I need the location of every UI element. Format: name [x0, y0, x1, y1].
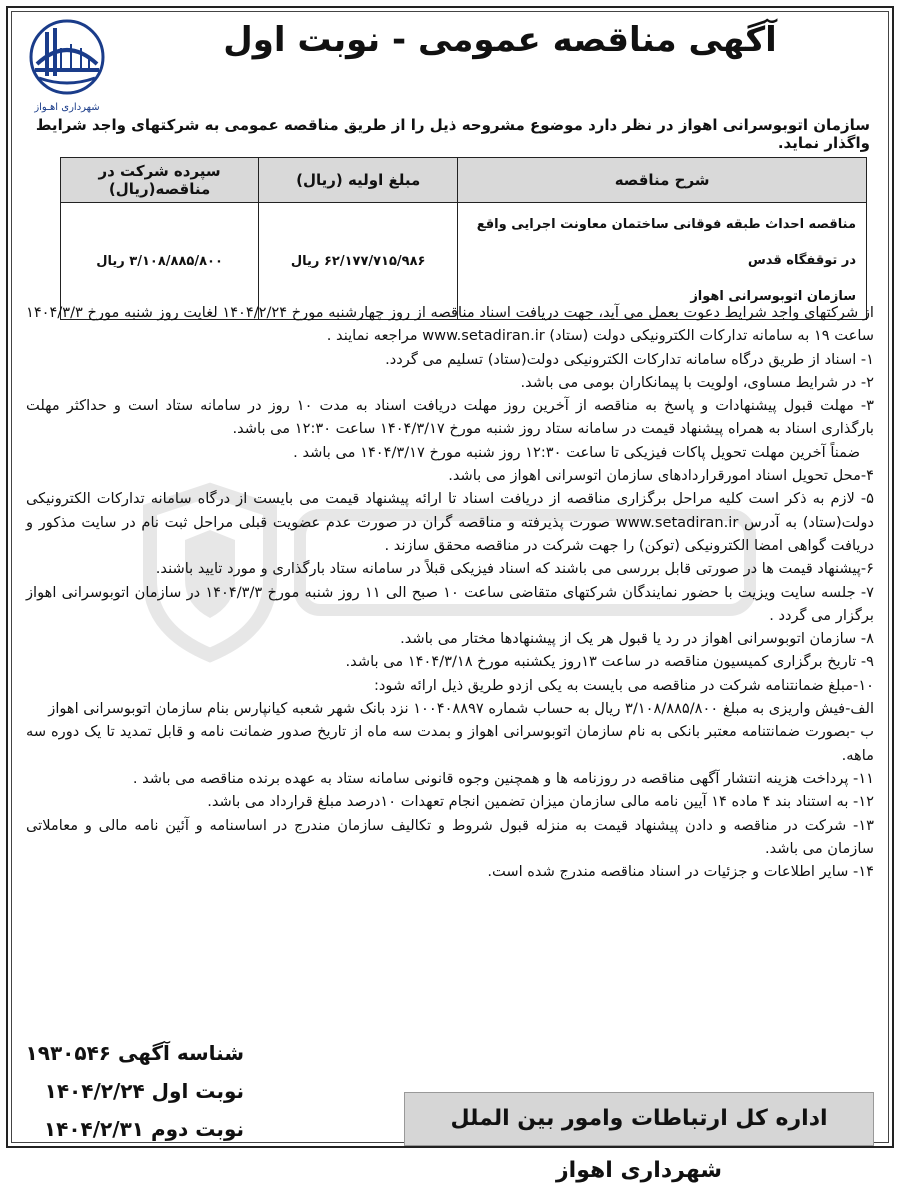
body-item: ضمناً آخرین مهلت تحویل پاکات فیزیکی تا ساعت ۱۲:۳۰ روز شنبه مورخ ۱۴۰۴/۳/۱۷ می باشد .	[293, 443, 860, 461]
description-line-2: سازمان اتوبوسرانی اهواز	[690, 289, 856, 304]
body-item: ۷- جلسه سایت ویزیت با حضور نمایندگان شرکتهای متقاضی ساعت ۱۰ صبح الی ۱۱ روز شنبه مورخ ۱۴۰۴/۳/۳ در سازمان اتوبوسرانی اهواز برگزار می گردد .	[26, 583, 874, 624]
body-item: ۸- سازمان اتوبوسرانی اهواز در رد یا قبول هر یک از پیشنهادها مختار می باشد.	[400, 630, 874, 648]
intro-text: سازمان اتوبوسرانی اهواز در نظر دارد موضوع مشروحه ذیل را از طریق مناقصه عمومی به شرکتهای واجد شرایط واگذار نماید.	[35, 116, 870, 152]
body-item: الف-فیش واریزی به مبلغ ۳/۱۰۸/۸۸۵/۸۰۰ ریال به حساب شماره ۱۰۰۴۰۸۸۹۷ نزد بانک شهر شعبه کیانپارس بنام سازمان اتوبوسرانی اهواز	[48, 700, 874, 718]
municipality-logo	[24, 18, 110, 114]
page-title: آگهی مناقصه عمومی - نوبت اول	[223, 20, 777, 60]
body-item: ۱۴- سایر اطلاعات و جزئیات در اسناد مناقصه مندرج شده است.	[487, 863, 874, 881]
logo-caption: شهرداری اهـواز	[34, 102, 100, 113]
body-item: ۳- مهلت قبول پیشنهادات و پاسخ به مناقصه از آخرین روز مهلت دریافت اسناد به مدت ۱۰ روز در سامانه ستاد است و حداکثر مهلت بارگذاری اسناد به همراه پیشنهاد قیمت در سامانه ستاد روز شنبه مورخ ۱۴۰۴/۳/۱۷ ساعت ۱۲:۳۰ می باشد.	[26, 397, 874, 438]
bridge-logo-icon	[27, 18, 107, 96]
notice-body	[26, 301, 874, 883]
body-item: ۹- تاریخ برگزاری کمیسیون مناقصه در ساعت ۱۳روز یکشنبه مورخ ۱۴۰۴/۳/۱۸ می باشد.	[345, 653, 874, 671]
second-publish-date: نوبت دوم ۱۴۰۴/۲/۳۱	[43, 1117, 244, 1141]
cell-amount: ۶۲/۱۷۷/۷۱۵/۹۸۶ ریال	[259, 203, 458, 320]
body-item: ۴-محل تحویل اسناد امورقراردادهای سازمان اتوسرانی اهواز می باشد.	[448, 467, 874, 485]
first-publish-date: نوبت اول ۱۴۰۴/۲/۲۴	[44, 1079, 244, 1103]
body-item: ۶-پیشنهاد قیمت ها در صورتی قابل بررسی می باشند که اسناد فیزیکی قبلاً در سامانه ستاد بارگذاری و مورد تایید باشند.	[155, 560, 874, 578]
department-banner: اداره کل ارتباطات وامور بین الملل شهرداری اهواز	[404, 1092, 874, 1146]
header-description: شرح مناقصه	[458, 158, 867, 203]
body-paragraph: از شرکتهای واجد شرایط دعوت بعمل می آید، جهت دریافت اسناد مناقصه از روز چهارشنبه مورخ ۱۴۰۴/۲/۲۴ لغایت روز شنبه مورخ ۱۴۰۴/۳/۳ ساعت ۱۹ به سامانه تدارکات الکترونیکی دولت (ستاد) www.setadiran.ir مراجعه نمایند .	[26, 304, 874, 345]
table-header-row	[61, 158, 867, 203]
body-item: ۵- لازم به ذکر است کلیه مراحل برگزاری مناقصه از دریافت اسناد تا ارائه پیشنهاد قیمت می بایست از درگاه سامانه تدارکات الکترونیکی دولت(ستاد) به آدرس www.setadiran.ir صورت پذیرفته و مناقصه گران در صورت عدم عضویت قبلی مراحل ثبت نام در سایت مذکور و دریافت گواهی امضا الکترونیکی (توکن) را جهت شرکت در مناقصه محقق سازند .	[26, 490, 874, 554]
header-amount: مبلغ اولیه (ریال)	[259, 158, 458, 203]
publication-info	[24, 1034, 244, 1148]
tender-table	[60, 157, 867, 320]
body-item: ۲- در شرایط مساوی، اولویت با پیمانکاران بومی می باشد.	[520, 373, 874, 391]
body-item: ۱- اسناد از طریق درگاه سامانه تدارکات الکترونیکی دولت(ستاد) تسلیم می گردد.	[385, 350, 874, 368]
body-item: ۱۳- شرکت در مناقصه و دادن پیشنهاد قیمت به منزله قبول شروط و تکالیف سازمان مندرج در اساسنامه و آئین نامه مالی و معاملاتی سازمان می باشد.	[26, 816, 874, 857]
header-deposit: سپرده شرکت در مناقصه(ریال)	[61, 158, 259, 203]
body-item: ۱۱- پرداخت هزینه انتشار آگهی مناقصه در روزنامه ها و همچنین وجوه قانونی سامانه ستاد به عهده برنده مناقصه می باشد .	[132, 769, 874, 787]
body-item: ۱۲- به استناد بند ۴ ماده ۱۴ آیین نامه مالی سازمان میزان تضمین انجام تعهدات ۱۰درصد مبلغ قرارداد می باشد.	[207, 793, 874, 811]
body-item: ب -بصورت ضمانتنامه معتبر بانکی به نام سازمان اتوبوسرانی اهواز و بمدت سه ماه از تاریخ صدور ضمانت نامه و قابل تمدید تا یک دوره سه ماهه.	[26, 723, 874, 764]
body-item: ۱۰-مبلغ ضمانتنامه شرکت در مناقصه می بایست به یکی ازدو طریق ذیل ارائه شود:	[374, 676, 874, 694]
cell-deposit: ۳/۱۰۸/۸۸۵/۸۰۰ ریال	[61, 203, 259, 320]
ad-id: شناسه آگهی ۱۹۳۰۵۴۶	[25, 1041, 244, 1065]
description-line-1: مناقصه احداث طبقه فوقانی ساختمان معاونت اجرایی واقع در توقفگاه قدس	[476, 217, 856, 268]
